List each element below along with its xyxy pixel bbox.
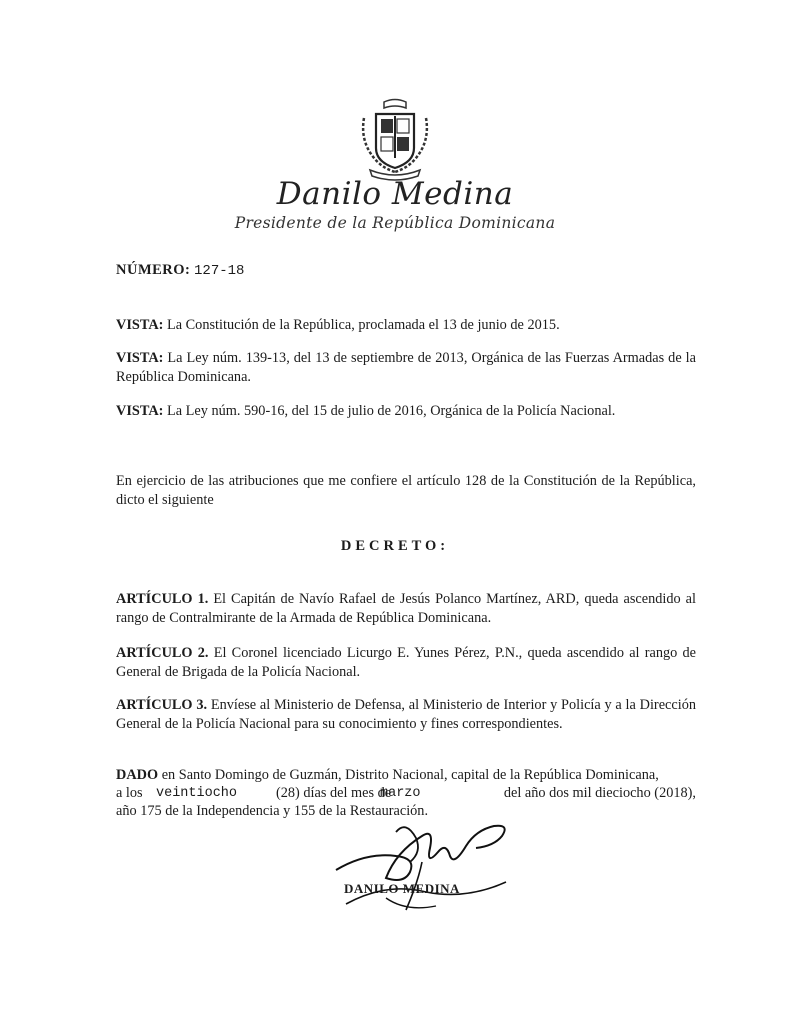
dado-line-2 [116,784,696,803]
vista-2 [116,349,696,386]
decree-number-value: 127-18 [194,263,245,279]
articulo-label: ARTÍCULO 2. [116,645,209,661]
decree-number-label: NÚMERO: [116,262,191,278]
dado-a-los: a los [116,785,143,801]
vista-text: La Ley núm. 139-13, del 13 de septiembre de 2013, Orgánica de las Fuerzas Armadas de la República Dominicana. [116,350,696,385]
articulo-2 [116,644,696,681]
vista-1 [116,316,696,335]
vista-label: VISTA: [116,350,164,366]
articulo-text: El Capitán de Navío Rafael de Jesús Polanco Martínez, ARD, queda ascendido al rango de Contralmirante de la Armada de República Dominicana. [116,591,696,626]
coat-of-arms-seal [356,96,434,182]
dado-line-3: año 175 de la Independencia y 155 de la Restauración. [116,803,429,819]
articulo-text: Envíese al Ministerio de Defensa, al Ministerio de Interior y Policía y a la Dirección General de la Policía Nacional para su conocimiento y fines correspondientes. [116,697,696,732]
letterhead-title: Presidente de la República Dominicana [234,214,556,232]
dado-year: del año dos mil dieciocho (2018), [503,785,696,801]
dado-line-1 [116,766,696,785]
articulo-1 [116,590,696,627]
signatory-name: DANILO MEDINA [344,881,460,896]
vista-text: La Ley núm. 590-16, del 15 de julio de 2016, Orgánica de la Policía Nacional. [166,403,616,419]
articulo-label: ARTÍCULO 1. [116,591,209,607]
vista-label: VISTA: [116,317,164,333]
articulo-text: El Coronel licenciado Licurgo E. Yunes Pérez, P.N., queda ascendido al rango de General de Brigada de la Policía Nacional. [116,645,697,680]
decreto-heading: DECRETO: [340,538,450,554]
vista-3 [116,402,696,421]
dado-month: marzo [380,786,421,801]
dado-day-num: (28) días del mes de [276,785,392,801]
letterhead-name: Danilo Medina [276,176,514,212]
preamble: En ejercicio de las atribuciones que me confiere el artículo 128 de la Constitución de la República, dicto el siguiente [116,473,696,508]
decree-number [116,262,244,279]
dado-text: en Santo Domingo de Guzmán, Distrito Nacional, capital de la República Dominicana, [161,767,659,783]
dado-day-word: veintiocho [156,786,238,801]
signature-scribble [326,812,516,922]
vista-text: La Constitución de la República, proclamada el 13 de junio de 2015. [166,317,560,333]
articulo-3 [116,696,696,733]
vista-label: VISTA: [116,403,164,419]
dado-label: DADO [116,767,159,783]
articulo-label: ARTÍCULO 3. [116,697,208,713]
